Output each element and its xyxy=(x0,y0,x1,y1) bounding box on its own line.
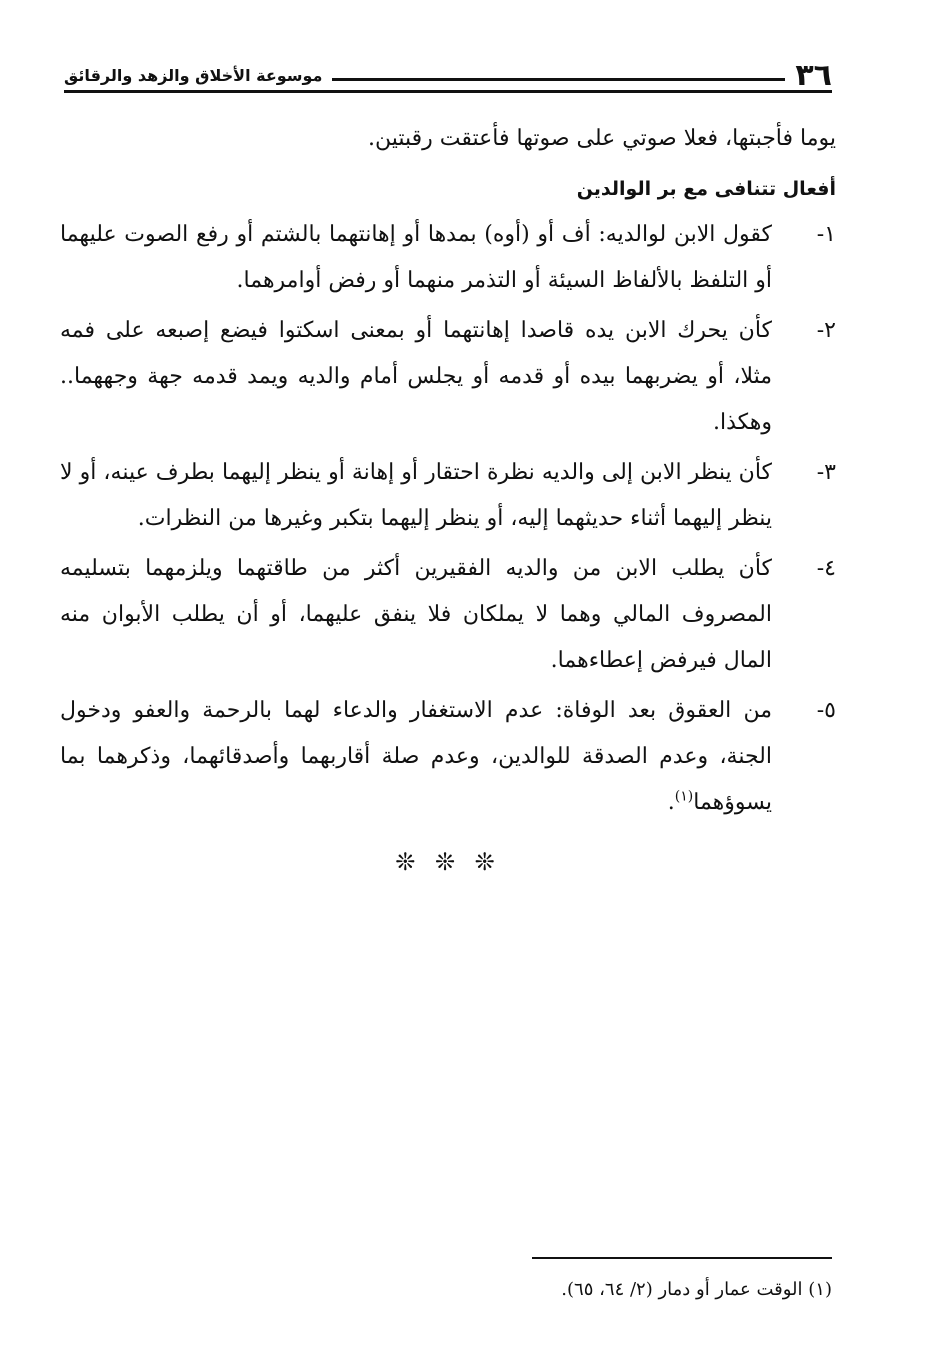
page-content xyxy=(60,116,836,876)
footnote-divider xyxy=(532,1257,832,1259)
list-item-number: ٥- xyxy=(816,698,836,723)
list-item-number: ٣- xyxy=(816,460,836,485)
list-item-text: كأن ينظر الابن إلى والديه نظرة احتقار أو إهانة أو ينظر إليهما بطرف عينه، أو لا ينظر إليهما أثناء حديثهما إليه، أو ينظر إليهما بتكبر وغيرها من النظرات. xyxy=(60,460,773,531)
intro-line: يوما فأجبتها، فعلا صوتي على صوتها فأعتقت رقبتين. xyxy=(367,126,836,151)
list-item-text: كأن يحرك الابن يده قاصدا إهانتهما أو بمعنى اسكتوا فيضع إصبعه على فمه مثلا، أو يضربهما بيده أو قدمه أو يجلس أمام والديه ويمد قدمه جهة وجههما.. وهكذا. xyxy=(60,318,772,435)
list-item xyxy=(60,688,836,826)
footnote: (١) الوقت عمار أو دمار (٢/ ٦٤، ٦٥). xyxy=(561,1279,832,1300)
list-item-number: ٢- xyxy=(816,318,836,343)
section-ornament: ❊ ❊ ❊ xyxy=(395,848,501,876)
list-item-text: من العقوق بعد الوفاة: عدم الاستغفار والدعاء لهما بالرحمة والعفو ودخول الجنة، وعدم الصدقة للوالدين، وعدم صلة أقاربهما وأصدقائهما، وذكرهما بما يسوؤهما xyxy=(60,698,772,815)
page-number: ٣٦ xyxy=(795,58,832,93)
list-item xyxy=(60,308,836,446)
actions-list xyxy=(60,212,836,826)
section-heading: أفعال تتنافى مع بر الوالدين xyxy=(576,178,836,200)
list-item-number: ٤- xyxy=(816,556,836,581)
list-item xyxy=(60,450,836,542)
sentence-end: . xyxy=(667,790,675,815)
list-item xyxy=(60,546,836,684)
list-item-number: ١- xyxy=(816,222,836,247)
list-item-text: كقول الابن لوالديه: أف أو (أوه) بمدها أو إهانتهما بالشتم أو رفع الصوت عليهما أو التلفظ بالألفاظ السيئة أو التذمر منهما أو رفض أوامرهما. xyxy=(60,222,772,293)
header-divider xyxy=(332,78,785,81)
list-item-text: كأن يطلب الابن من والديه الفقيرين أكثر من طاقتهما ويلزمهما بتسليمه المصروف المالي وهما لا يملكان فلا ينفق عليهما، أو أن يطلب الأبوان منه المال فيرفض إعطاءهما. xyxy=(60,556,772,673)
footnote-reference[interactable]: (١) xyxy=(674,788,694,805)
book-title: موسوعة الأخلاق والزهد والرقائق xyxy=(64,66,323,85)
header-rule xyxy=(64,90,832,93)
list-item-text-wrapper xyxy=(60,688,772,826)
list-item xyxy=(60,212,836,304)
